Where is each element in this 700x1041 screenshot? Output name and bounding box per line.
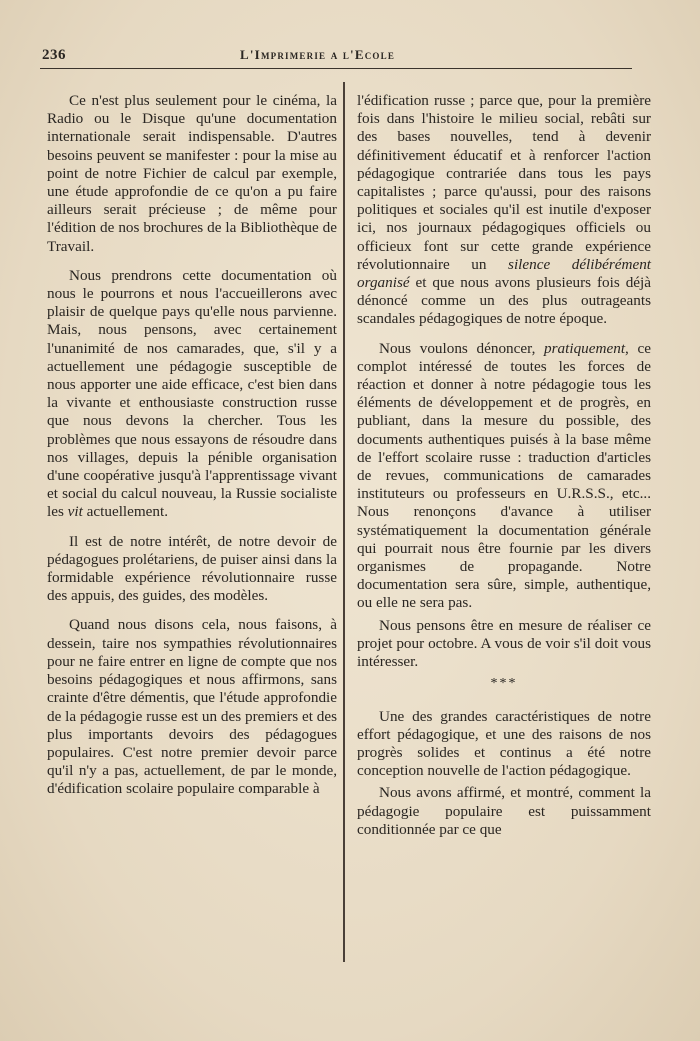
left-column xyxy=(47,92,337,810)
page-header xyxy=(40,44,632,69)
emphasis: vit xyxy=(67,503,83,521)
running-title: L'Imprimerie a l'Ecole xyxy=(240,47,396,62)
column-divider xyxy=(343,82,345,962)
paragraph: Nous voulons dénoncer, pratiquement, ce complot intéressé de toutes les forces de réaction et donner à notre pédagogie tous les éléments de développement et de progrès, en publiant, dans la mesure du possible, des documents authentiques puisés à la base même de l'effort scolaire russe : traduction d'articles de revues, communications de camarades instituteurs ou professeurs en U.R.S.S., etc... Nous renonçons d'avance à utiliser systématiquement la documentation générale qui pourrait nous être fournie par les divers organismes de propagande. Notre documentation sera sûre, simple, authentique, ou elle ne sera pas. xyxy=(357,339,652,612)
emphasis: pratiquement xyxy=(544,339,626,357)
right-column xyxy=(357,92,651,843)
paragraph: Nous pensons être en mesure de réaliser ce projet pour octobre. A vous de voir s'il doit vous intéresser. xyxy=(357,616,651,671)
paragraph: Quand nous disons cela, nous faisons, à dessein, taire nos sympathies révolutionnaires pour ne faire entrer en ligne de compte que nos besoins pédagogiques et nous affirmons, sans crainte d'être démentis, que l'étude approfondie de la pédagogie russe est un des premiers et des plus importants devoirs des pédagogues populaires. C'est notre premier devoir parce qu'il n'y a pas, actuellement, de par le monde, d'édification scolaire populaire comparable à xyxy=(47,616,337,798)
page-number: 236 xyxy=(42,47,66,63)
paragraph: Nous avons affirmé, et montré, comment la pédagogie populaire est puissamment conditionnée par ce que xyxy=(357,784,651,838)
paragraph: l'édification russe ; parce que, pour la première fois dans l'histoire le milieu social, rebâti sur des bases nouvelles, tend à devenir définitivement éducatif et à renforcer l'action pédagogique contrariée dans tous les pays capitalistes ; parce qu'aussi, pour des raisons politiques et sociales qu'il est inutile d'exposer ici, nos journaux pédagogiques officiels ou officieux font sur cette grande expérience révolutionnaire un silence délibérément organisé et que nous avons plusieurs fois déjà dénoncé comme un des plus outrageants scandales pédagogiques de notre époque. xyxy=(357,92,652,328)
paragraph: Ce n'est plus seulement pour le cinéma, la Radio ou le Disque qu'une documentation internationale serait indispensable. D'autres besoins peuvent se manifester : pour la mise au point de notre Fichier de calcul par exemple, une étude approfondie de ce qu'on a pu faire ailleurs serait précieuse ; de même pour l'édition de nos brochures de la Bibliothèque de Travail. xyxy=(47,92,337,255)
paragraph: Nous prendrons cette documentation où nous le pourrons et nous l'accueillerons avec plaisir de quelque pays qu'elle nous parvienne. Mais, nous pensons, avec certainement l'unanimité de nos camarades, que, s'il y a actuellement une pédagogie susceptible de nous apporter une aide efficace, c'est bien dans la vivante et enthousiaste construction russe que nous devons la chercher. Tous les problèmes que nous essayons de résoudre dans nos villages, depuis la pénible organisation d'une coopérative jusqu'à l'apprentissage vivant et social du calcul nouveau, la Russie socialiste les vit actuellement. xyxy=(47,266,337,521)
paragraph: Il est de notre intérêt, de notre devoir de pédagogues prolétariens, de puiser ainsi dans la formidable expérience révolutionnaire russe des appuis, des guides, des modèles. xyxy=(47,532,337,605)
section-separator: *** xyxy=(490,676,518,692)
emphasis: silence délibérément organisé xyxy=(357,255,652,292)
paragraph: Une des grandes caractéristiques de notre effort pédagogique, et une des raisons de nos progrès solides et continus a été notre conception nouvelle de l'action pédagogique. xyxy=(357,707,651,780)
